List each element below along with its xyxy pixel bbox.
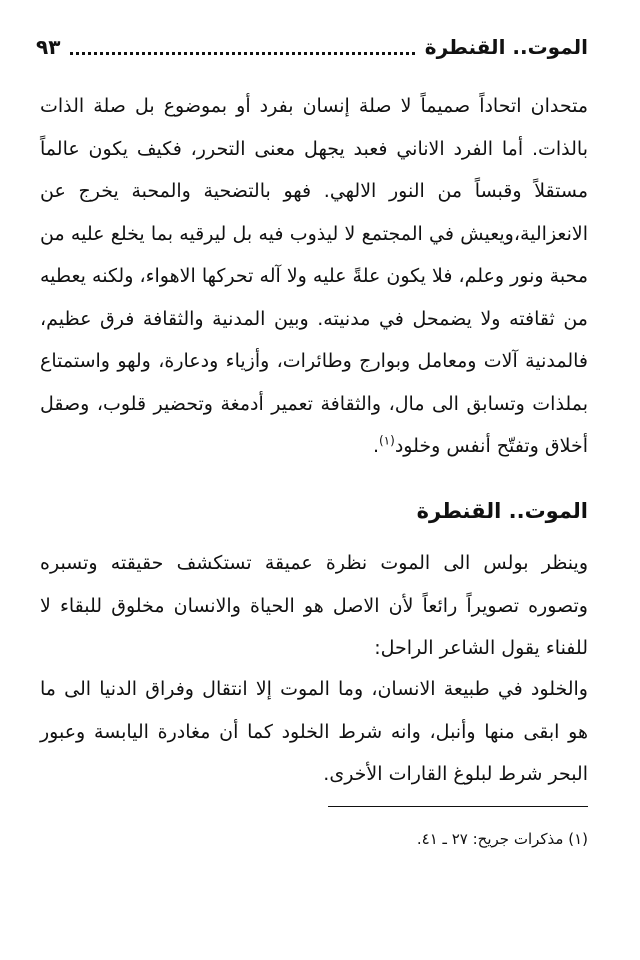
header-dot-leader xyxy=(70,52,414,55)
paragraph-3: والخلود في طبيعة الانسان، وما الموت إلا انتقال وفراق الدنيا الى ما هو ابقى منها وأنبل، وانه شرط الخلود كما أن مغادرة اليابسة وعبور البحر شرط لبلوغ القارات الأخرى. xyxy=(40,678,588,785)
footnote-divider xyxy=(328,806,588,807)
paragraph-2: وينظر بولس الى الموت نظرة عميقة تستكشف حقيقته وتسبره وتصوره تصويراً رائعاً لأن الاصل هو الحياة والانسان مخلوق للبقاء لا للفناء يقول الشاعر الراحل: xyxy=(40,552,588,659)
paragraph-1-end: . xyxy=(372,435,379,457)
paragraph-1 xyxy=(40,85,588,468)
section-heading: الموت.. القنطرة xyxy=(416,499,588,523)
header-title: الموت.. القنطرة xyxy=(424,35,588,59)
footnote-reference: (١) xyxy=(378,433,395,448)
footnote: (١) مذكرات جريح: ٢٧ ـ ٤١. xyxy=(416,830,588,848)
paragraph-1-text: متحدان اتحاداً صميماً لا صلة إنسان بفرد أو بموضوع بل صلة الذات بالذات. أما الفرد الاناني فعبد يجهل معنى التحرر، فكيف يكون عالماً مستقلاً وقبساً من النور الالهي. فهو بالتضحية والمحبة يخرج عن الانعزالية،ويعيش في المجتمع لا ليذوب فيه بل ليرقيه بما يخلع عليه من محبة ونور وعلم، فلا يكون علةً عليه ولا آله تحركها الاهواء، ولكنه يعطيه من ثقافته ولا يضمحل في مدنيته. وبين المدنية والثقافة فرق عظيم، فالمدنية آلات ومعامل وبوارج وطائرات، وأزياء ودعارة، ولهو واستمتاع بملذات وتسابق الى مال، والثقافة تعمير أدمغة وتحضير قلوب، وصقل أخلاق وتفتّح أنفس وخلود xyxy=(40,95,588,457)
page-number: ٩٣ xyxy=(36,35,61,59)
running-header xyxy=(36,30,588,64)
